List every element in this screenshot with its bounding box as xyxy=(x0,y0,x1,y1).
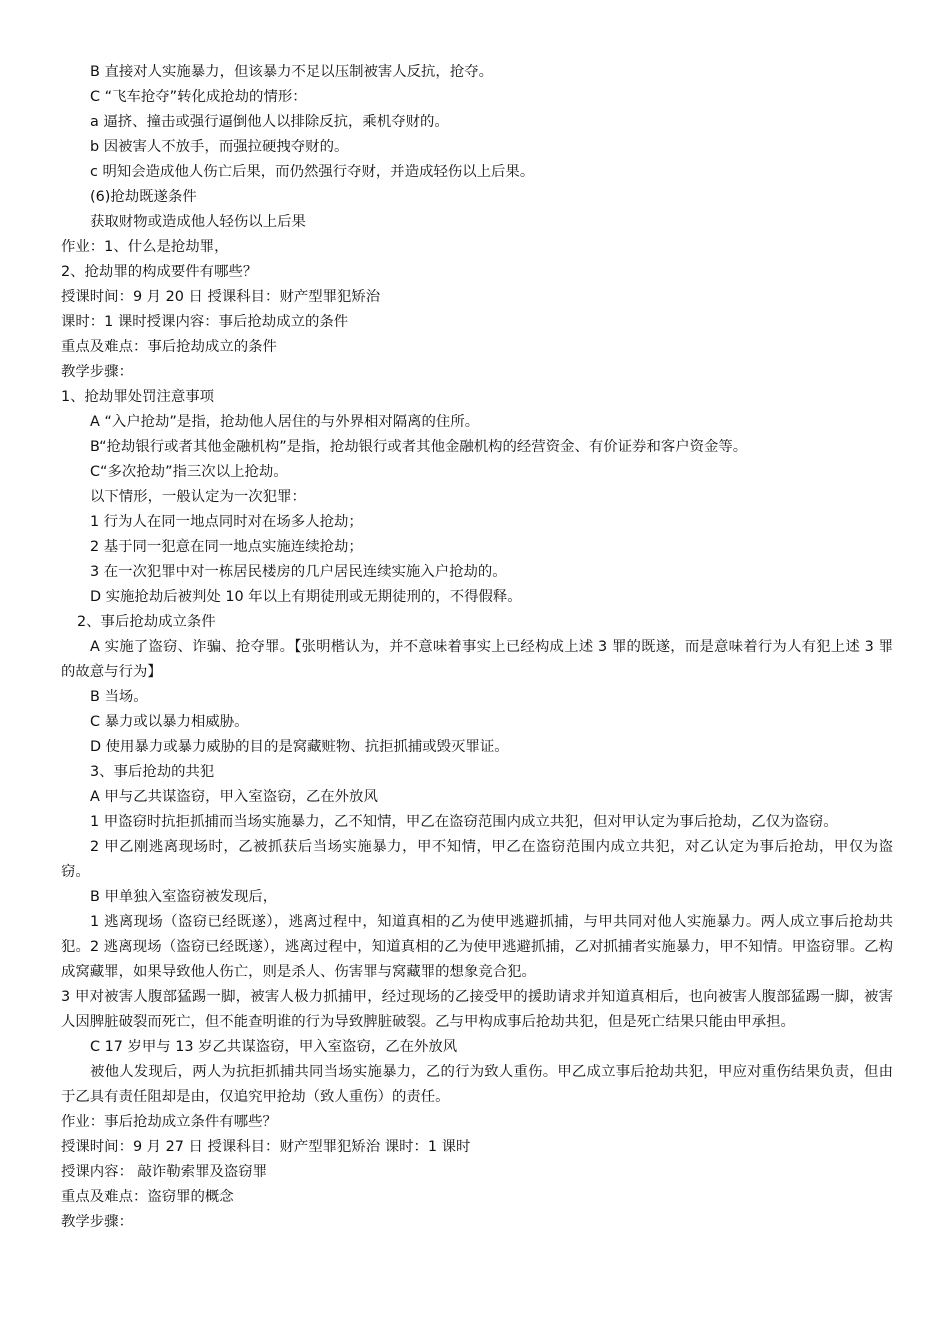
text-line: 3 甲对被害人腹部猛踢一脚，被害人极力抓捕甲，经过现场的乙接受甲的援助请求并知道真相后，也向被害人腹部猛踢一脚，被害人因脾脏破裂而死亡，但不能查明谁的行为导致脾脏破裂。乙与甲构成事后抢劫共犯，但是死亡结果只能由甲承担。 xyxy=(61,989,893,1030)
text-line: 3 在一次犯罪中对一栋居民楼房的几户居民连续实施入户抢劫的。 xyxy=(90,564,507,580)
text-line: 2 基于同一犯意在同一地点实施连续抢劫； xyxy=(90,539,363,555)
text-line: 重点及难点：盗窃罪的概念 xyxy=(61,1189,234,1205)
text-line: C 17 岁甲与 13 岁乙共谋盗窃，甲入室盗窃，乙在外放风 xyxy=(90,1039,458,1055)
text-line: (6)抢劫既遂条件 xyxy=(90,189,197,205)
text-line: B 当场。 xyxy=(90,689,148,705)
text-line: 授课时间：9 月 27 日 授课科目：财产型罪犯矫治 课时：1 课时 xyxy=(61,1139,471,1155)
text-line: B“抢劫银行或者其他金融机构”是指，抢劫银行或者其他金融机构的经营资金、有价证券和客户资金等。 xyxy=(90,439,748,455)
text-line: 1、抢劫罪处罚注意事项 xyxy=(61,389,215,405)
text-line: 课时：1 课时授课内容：事后抢劫成立的条件 xyxy=(61,314,349,330)
text-line: 重点及难点：事后抢劫成立的条件 xyxy=(61,339,277,355)
text-line: 作业：1、什么是抢劫罪， xyxy=(61,239,229,255)
text-line: 教学步骤： xyxy=(61,1214,133,1230)
text-line: 教学步骤： xyxy=(61,364,133,380)
text-line: C“多次抢劫”指三次以上抢劫。 xyxy=(90,464,288,480)
text-line: c 明知会造成他人伤亡后果，而仍然强行夺财，并造成轻伤以上后果。 xyxy=(90,164,535,180)
text-line: 被他人发现后，两人为抗拒抓捕共同当场实施暴力，乙的行为致人重伤。甲乙成立事后抢劫共犯，甲应对重伤结果负责，但由于乙具有责任阻却是由，仅追究甲抢劫（致人重伤）的责任。 xyxy=(61,1064,893,1105)
text-line: 1 逃离现场（盗窃已经既遂），逃离过程中，知道真相的乙为使甲逃避抓捕，与甲共同对他人实施暴力。两人成立事后抢劫共犯。2 逃离现场（盗窃已经既遂），逃离过程中，知道真相的乙为使甲逃避抓捕，乙对抓捕者实施暴力，甲不知情。甲盗窃罪。乙构成窝藏罪，如果导致他人伤亡，则是杀人、伤害罪与窝藏罪的想象竞合犯。 xyxy=(61,914,893,980)
text-line: 2、事后抢劫成立条件 xyxy=(77,614,216,630)
text-line: 3、事后抢劫的共犯 xyxy=(90,764,215,780)
text-line: B 甲单独入室盗窃被发现后， xyxy=(90,889,278,905)
text-line: 2 甲乙刚逃离现场时，乙被抓获后当场实施暴力，甲不知情，甲乙在盗窃范围内成立共犯，对乙认定为事后抢劫，甲仅为盗窃。 xyxy=(61,839,893,880)
text-line: b 因被害人不放手，而强拉硬拽夺财的。 xyxy=(90,139,349,155)
text-line: A “入户抢劫”是指，抢劫他人居住的与外界相对隔离的住所。 xyxy=(90,414,480,430)
text-line: 授课内容： 敲诈勒索罪及盗窃罪 xyxy=(61,1164,268,1180)
text-line: 以下情形，一般认定为一次犯罪： xyxy=(90,489,306,505)
text-line: D 使用暴力或暴力威胁的目的是窝藏赃物、抗拒抓捕或毁灭罪证。 xyxy=(90,739,509,755)
text-line: A 甲与乙共谋盗窃，甲入室盗窃，乙在外放风 xyxy=(90,789,378,805)
text-line: C 暴力或以暴力相威胁。 xyxy=(90,714,249,730)
text-line: D 实施抢劫后被判处 10 年以上有期徒刑或无期徒刑的，不得假释。 xyxy=(90,589,522,605)
text-line: B 直接对人实施暴力，但该暴力不足以压制被害人反抗，抢夺。 xyxy=(90,64,493,80)
text-line: 2、抢劫罪的构成要件有哪些？ xyxy=(61,264,258,280)
document-body xyxy=(61,60,893,1235)
text-line: C “飞车抢夺”转化成抢劫的情形： xyxy=(90,89,307,105)
text-line: 作业：事后抢劫成立条件有哪些？ xyxy=(61,1114,277,1130)
text-line: a 逼挤、撞击或强行逼倒他人以排除反抗，乘机夺财的。 xyxy=(90,114,449,130)
text-line: A 实施了盗窃、诈骗、抢夺罪。【张明楷认为，并不意味着事实上已经构成上述 3 罪的既遂，而是意味着行为人有犯上述 3 罪的故意与行为】 xyxy=(61,639,893,680)
text-line: 授课时间：9 月 20 日 授课科目：财产型罪犯矫治 xyxy=(61,289,381,305)
text-line: 1 甲盗窃时抗拒抓捕而当场实施暴力，乙不知情，甲乙在盗窃范围内成立共犯，但对甲认定为事后抢劫，乙仅为盗窃。 xyxy=(90,814,838,830)
text-line: 获取财物或造成他人轻伤以上后果 xyxy=(90,214,306,230)
text-line: 1 行为人在同一地点同时对在场多人抢劫； xyxy=(90,514,363,530)
